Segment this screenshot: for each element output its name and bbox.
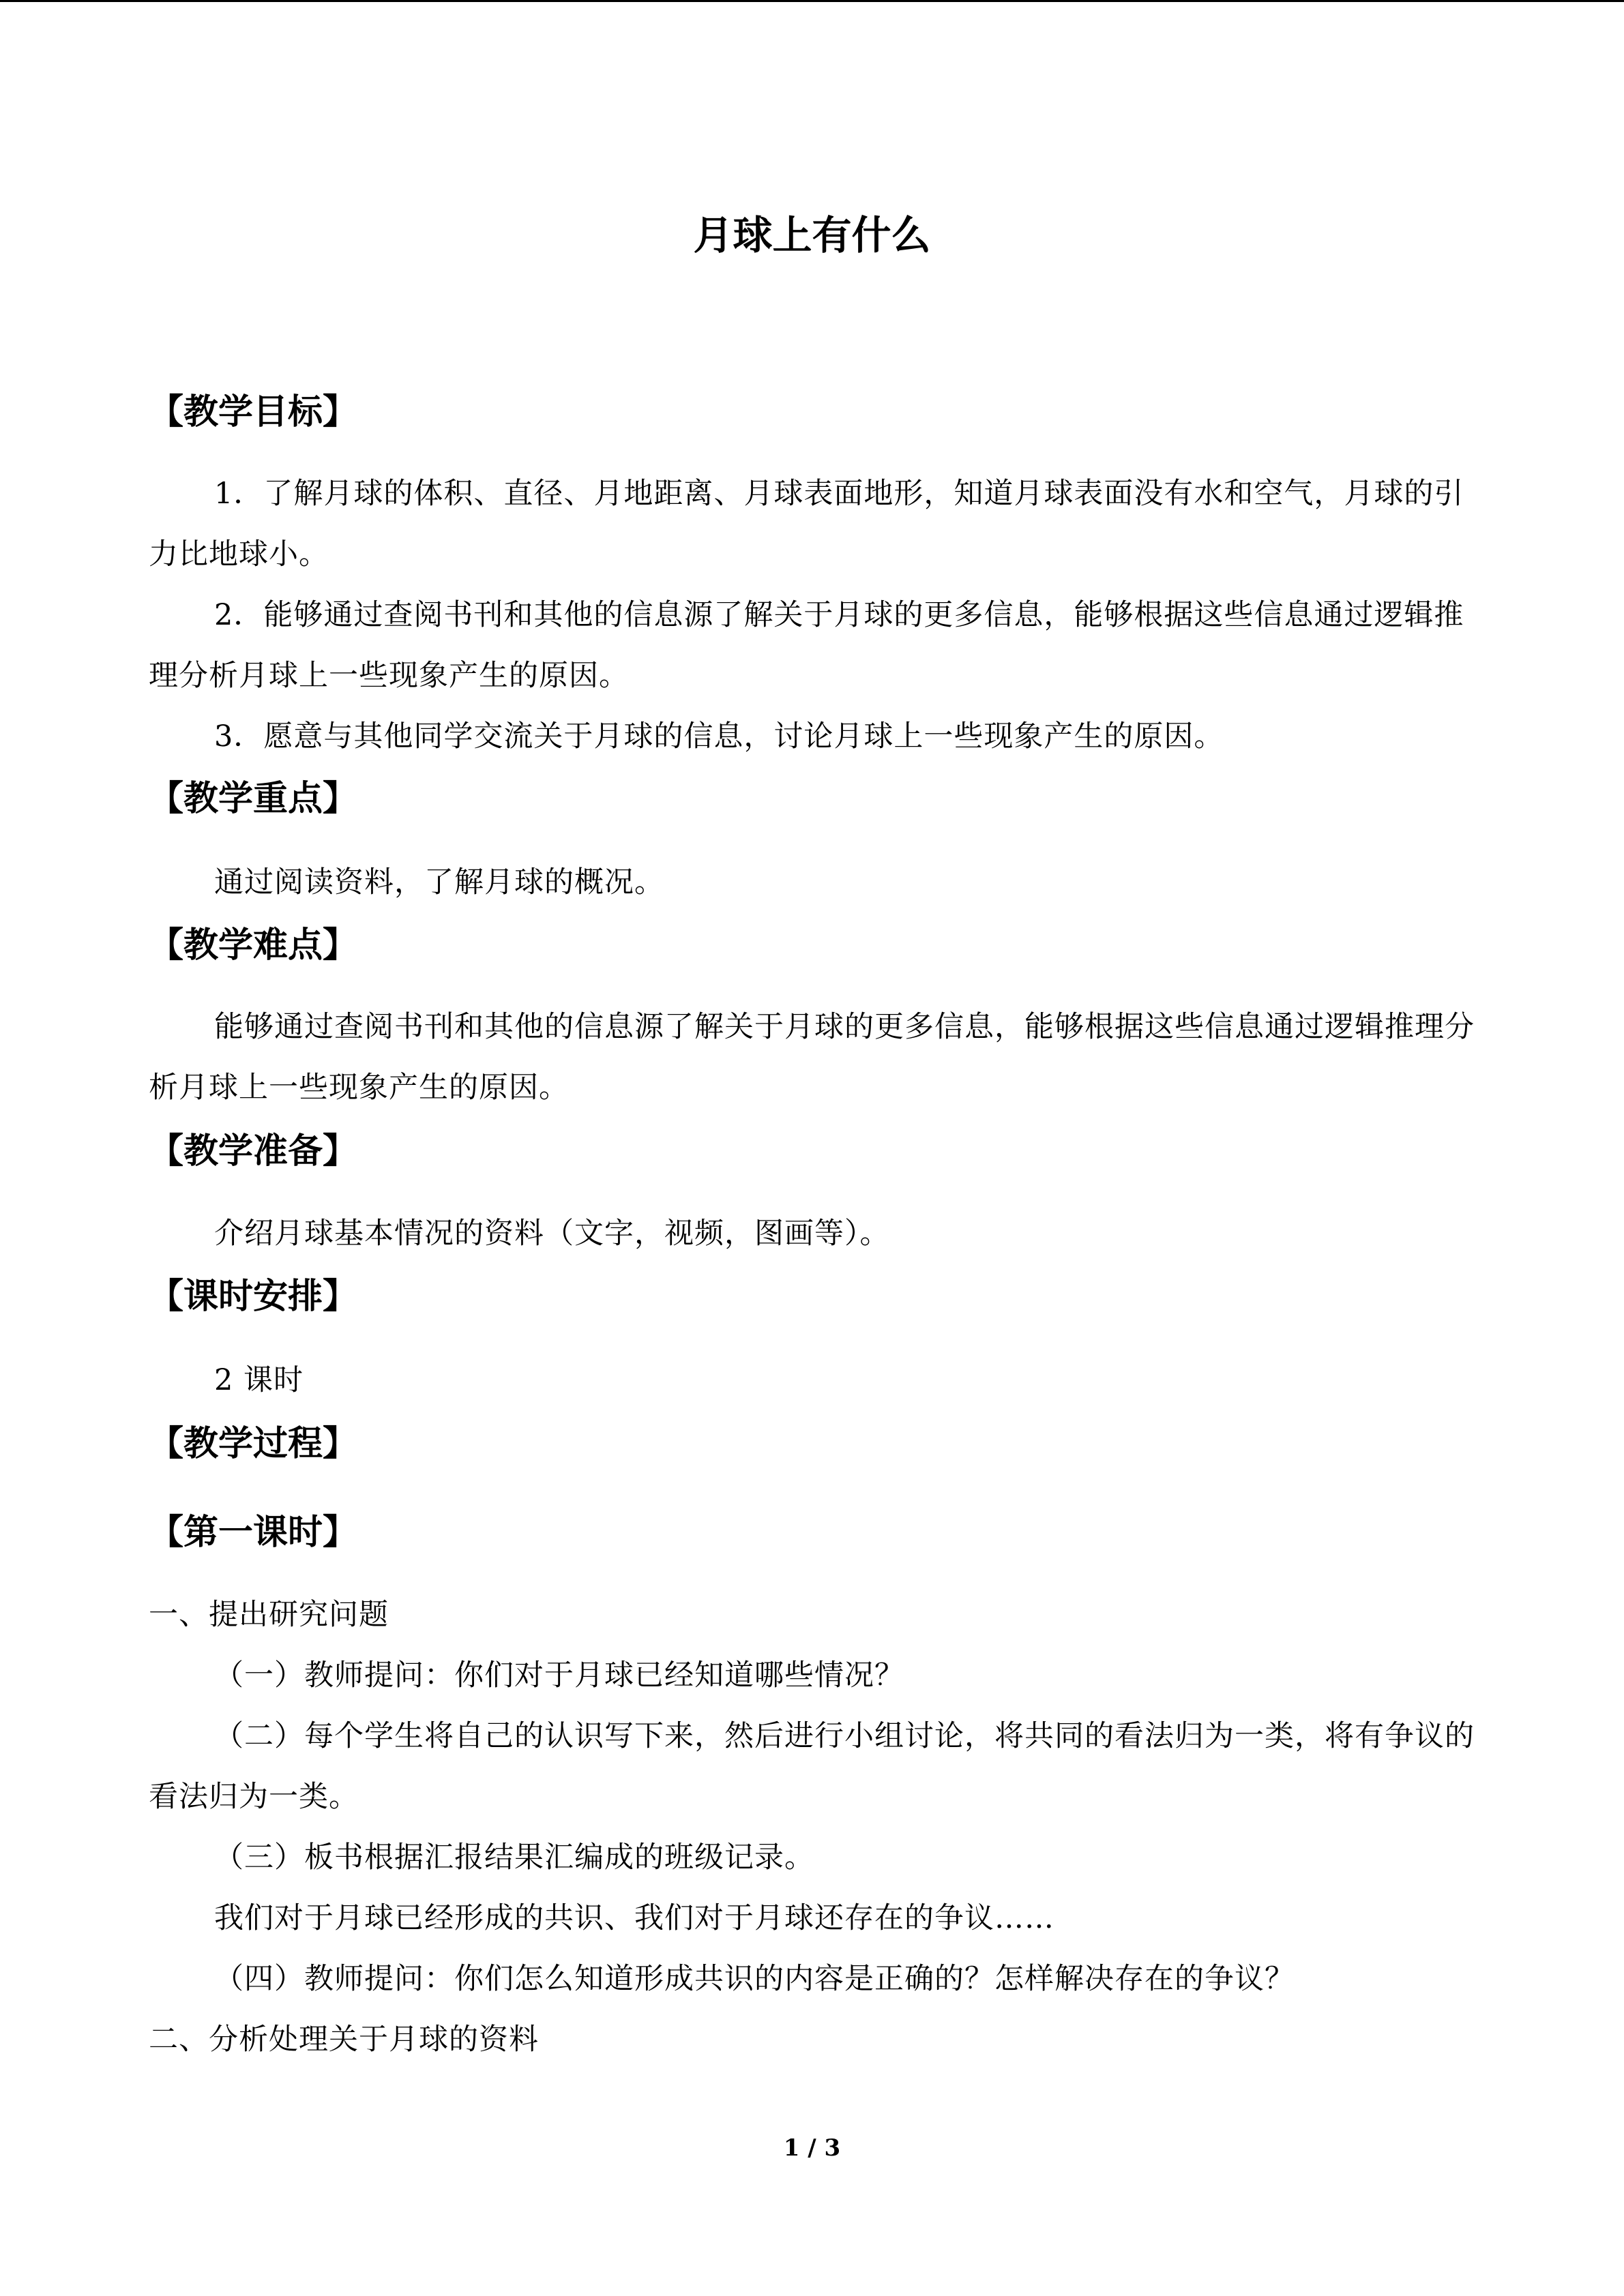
schedule-text: 2 课时 xyxy=(214,1363,304,1397)
part-two-title: 二、分析处理关于月球的资料 xyxy=(149,2023,539,2057)
lesson-step-1: （一）教师提问：你们对于月球已经知道哪些情况？ xyxy=(214,1658,904,1693)
page-top-border xyxy=(0,0,1624,2)
preparation-text: 介绍月球基本情况的资料（文字，视频，图画等）。 xyxy=(214,1217,890,1251)
heading-key-points: 【教学重点】 xyxy=(149,779,358,819)
lesson-step-4: （四）教师提问：你们怎么知道形成共识的内容是正确的？怎样解决存在的争议？ xyxy=(214,1962,1295,1996)
heading-teaching-goals: 【教学目标】 xyxy=(149,392,358,432)
goal-item-1: 1．了解月球的体积、直径、月地距离、月球表面地形，知道月球表面没有水和空气，月球的引力比地球小。 xyxy=(149,477,1464,571)
lesson-step-3: （三）板书根据汇报结果汇编成的班级记录。 xyxy=(214,1840,814,1875)
heading-schedule: 【课时安排】 xyxy=(149,1277,358,1317)
document-title: 月球上有什么 xyxy=(693,212,931,258)
heading-lesson-one: 【第一课时】 xyxy=(149,1512,358,1553)
lesson-step-note: 我们对于月球已经形成的共识、我们对于月球还存在的争议…… xyxy=(214,1901,1054,1935)
part-one-title: 一、提出研究问题 xyxy=(149,1598,389,1632)
lesson-step-2: （二）每个学生将自己的认识写下来，然后进行小组讨论，将共同的看法归为一类，将有争议的看法归为一类。 xyxy=(149,1719,1475,1814)
heading-preparation: 【教学准备】 xyxy=(149,1131,358,1172)
page-number: 1 / 3 xyxy=(783,2134,841,2162)
goal-item-2: 2．能够通过查阅书刊和其他的信息源了解关于月球的更多信息，能够根据这些信息通过逻辑推理分析月球上一些现象产生的原因。 xyxy=(149,598,1464,693)
goal-item-3: 3．愿意与其他同学交流关于月球的信息，讨论月球上一些现象产生的原因。 xyxy=(214,719,1224,754)
key-points-text: 通过阅读资料，了解月球的概况。 xyxy=(214,865,664,899)
heading-process: 【教学过程】 xyxy=(149,1424,358,1464)
heading-difficulties: 【教学难点】 xyxy=(149,925,358,966)
difficulties-text: 能够通过查阅书刊和其他的信息源了解关于月球的更多信息，能够根据这些信息通过逻辑推理分析月球上一些现象产生的原因。 xyxy=(149,1010,1475,1105)
